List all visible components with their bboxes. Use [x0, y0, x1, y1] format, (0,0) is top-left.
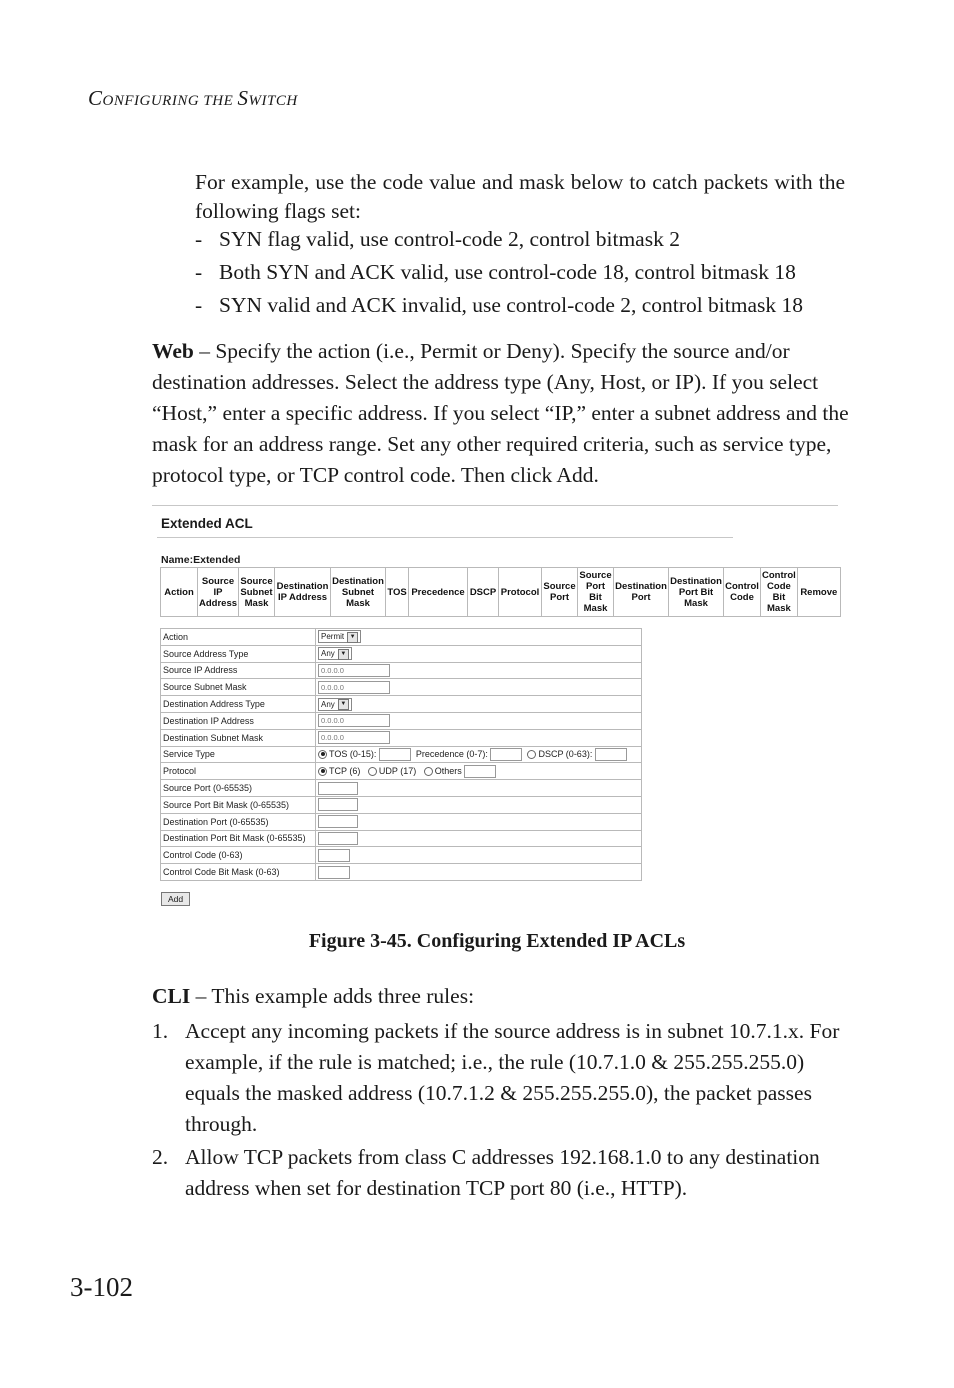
field-label: Action: [161, 629, 316, 646]
protocol-other-input[interactable]: [464, 765, 496, 778]
col-header: Control Code: [724, 568, 761, 617]
field-label: Protocol: [161, 763, 316, 780]
web-paragraph: Web – Specify the action (i.e., Permit or Deny). Specify the source and/or destination addresses. Select the address type (Any, Host, or IP). If you select “Host,” enter a specific address. If you select “IP,” enter a subnet address and the mask for an address range. Set any other required criteria, such as service type, protocol type, or TCP control code. Then click Add.: [152, 339, 849, 487]
destination-address-type-select[interactable]: Any ▼: [318, 698, 352, 711]
col-header: Action: [161, 568, 198, 617]
chevron-down-icon: ▼: [338, 699, 349, 710]
col-header: Destination Subnet Mask: [331, 568, 386, 617]
col-header: Precedence: [409, 568, 468, 617]
cli-paragraph: CLI – This example adds three rules:: [152, 984, 475, 1008]
radio-label: UDP (17): [378, 765, 417, 776]
control-code-input[interactable]: [318, 849, 350, 862]
col-header: Destination Port Bit Mask: [669, 568, 724, 617]
chevron-down-icon: ▼: [338, 649, 349, 660]
running-head: CONFIGURING THE SWITCH: [88, 86, 298, 110]
destination-mask-input[interactable]: 0.0.0.0: [318, 731, 390, 744]
acl-entry-form: [160, 628, 642, 881]
source-port-input[interactable]: [318, 782, 358, 795]
field-label: Destination IP Address: [161, 712, 316, 729]
udp-radio[interactable]: [368, 767, 377, 776]
col-header: Destination IP Address: [275, 568, 331, 617]
field-label: Destination Address Type: [161, 696, 316, 713]
tos-input[interactable]: [379, 748, 411, 761]
field-label: Control Code (0-63): [161, 847, 316, 864]
field-label: Source Subnet Mask: [161, 679, 316, 696]
acl-name: Name:Extended: [161, 554, 241, 566]
field-label: Service Type: [161, 746, 316, 763]
control-code-mask-input[interactable]: [318, 866, 350, 879]
action-select[interactable]: Permit ▼: [318, 630, 361, 643]
radio-label: TCP (6): [329, 765, 361, 776]
intro-paragraph: For example, use the code value and mask below to catch packets with the following flags set:: [195, 170, 845, 223]
field-label: Source Port (0-65535): [161, 780, 316, 797]
radio-label: Precedence (0-7):: [415, 748, 488, 759]
field-label: Destination Port Bit Mask (0-65535): [161, 830, 316, 847]
radio-label: Others: [434, 765, 462, 776]
list-item: - SYN valid and ACK invalid, use control-code 2, control bitmask 18: [195, 293, 803, 317]
add-button[interactable]: Add: [161, 892, 190, 906]
col-header: DSCP: [468, 568, 499, 617]
col-header: Control Code Bit Mask: [761, 568, 798, 617]
field-label: Control Code Bit Mask (0-63): [161, 864, 316, 881]
dscp-input[interactable]: [595, 748, 627, 761]
field-label: Source IP Address: [161, 662, 316, 679]
list-item: - Both SYN and ACK valid, use control-code 18, control bitmask 18: [195, 260, 796, 284]
col-header: Protocol: [499, 568, 542, 617]
col-header: Source Subnet Mask: [239, 568, 275, 617]
field-label: Source Port Bit Mask (0-65535): [161, 796, 316, 813]
divider: [157, 537, 733, 538]
field-label: Destination Subnet Mask: [161, 729, 316, 746]
tos-radio[interactable]: [318, 750, 327, 759]
chevron-down-icon: ▼: [347, 632, 358, 643]
col-header: Remove: [797, 568, 840, 617]
tcp-radio[interactable]: [318, 767, 327, 776]
source-port-mask-input[interactable]: [318, 798, 358, 811]
col-header: Destination Port: [614, 568, 669, 617]
precedence-input[interactable]: [490, 748, 522, 761]
destination-port-mask-input[interactable]: [318, 832, 358, 845]
figure-caption: Figure 3-45. Configuring Extended IP ACLs: [308, 930, 686, 952]
field-label: Destination Port (0-65535): [161, 813, 316, 830]
source-address-type-select[interactable]: Any ▼: [318, 647, 352, 660]
field-label: Source Address Type: [161, 645, 316, 662]
col-header: Source Port: [542, 568, 578, 617]
source-ip-input[interactable]: 0.0.0.0: [318, 664, 390, 677]
col-header: TOS: [386, 568, 409, 617]
acl-rules-table: [160, 567, 841, 617]
radio-label: DSCP (0-63):: [538, 748, 593, 759]
radio-label: TOS (0-15):: [329, 748, 377, 759]
page-number: 3-102: [70, 1272, 133, 1302]
destination-port-input[interactable]: [318, 815, 358, 828]
col-header: Source IP Address: [198, 568, 239, 617]
source-mask-input[interactable]: 0.0.0.0: [318, 681, 390, 694]
divider: [152, 505, 838, 506]
col-header: Source Port Bit Mask: [578, 568, 614, 617]
dscp-radio[interactable]: [527, 750, 536, 759]
list-item: - SYN flag valid, use control-code 2, control bitmask 2: [195, 227, 680, 251]
figure-title: Extended ACL: [161, 516, 253, 531]
destination-ip-input[interactable]: 0.0.0.0: [318, 714, 390, 727]
others-radio[interactable]: [424, 767, 433, 776]
